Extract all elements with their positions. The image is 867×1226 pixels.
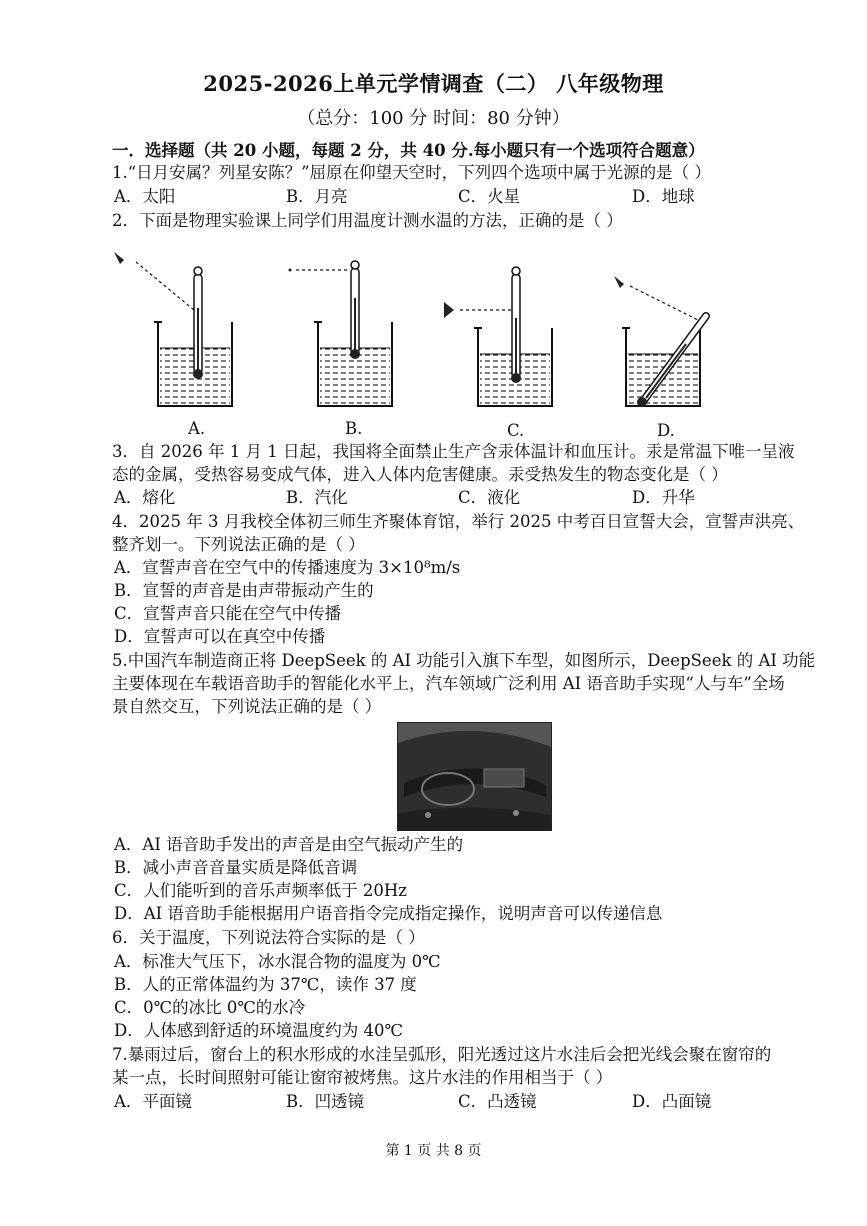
question-1-option-a: A．太阳: [114, 187, 176, 206]
question-7-option-b: B．凹透镜: [286, 1092, 365, 1111]
question-5-line-3: 景自然交互，下列说法正确的是（ ）: [112, 697, 382, 716]
question-7-option-c: C．凸透镜: [458, 1092, 537, 1111]
question-6-option-a: A．标准大气压下，冰水混合物的温度为 0℃: [114, 952, 441, 971]
question-3-line-2: 态的金属，受热容易变成气体，进入人体内危害健康。汞受热发生的物态变化是（ ）: [112, 465, 728, 484]
question-1-option-b: B．月亮: [286, 187, 348, 206]
question-3-option-d: D．升华: [632, 488, 695, 507]
eye-icon: [444, 302, 454, 318]
beaker-a: [114, 252, 232, 406]
question-4-line-1: 4．2025 年 3 月我校全体初三师生齐聚体育馆，举行 2025 中考百日宣誓大会，宣誓声洪亮、: [112, 512, 805, 531]
question-6-option-b: B．人的正常体温约为 37℃，读作 37 度: [114, 975, 417, 994]
question-5-option-a: A．AI 语音助手发出的声音是由空气振动产生的: [114, 835, 464, 854]
question-7-line-2: 某一点，长时间照射可能让窗帘被烤焦。这片水洼的作用相当于（ ）: [112, 1068, 613, 1087]
question-2-figure-label-a: A.: [188, 419, 206, 438]
question-6-stem: 6．关于温度，下列说法符合实际的是（ ）: [112, 928, 425, 947]
question-4-option-b: B．宣誓的声音是由声带振动产生的: [114, 581, 374, 600]
car-dashboard-photo: [397, 722, 552, 831]
section-heading: 一．选择题（共 20 小题，每题 2 分，共 40 分.每小题只有一个选项符合题意）: [112, 141, 705, 160]
beaker-b: [289, 261, 393, 406]
question-6-option-c: C．0℃的冰比 0℃的水冷: [114, 998, 306, 1017]
page-title: 2025-2026上单元学情调查（二） 八年级物理: [203, 71, 664, 96]
page-subtitle: （总分：100 分 时间：80 分钟）: [297, 108, 570, 129]
question-5-option-b: B．减小声音音量实质是降低音调: [114, 858, 358, 877]
question-4-option-c: C．宣誓声音只能在空气中传播: [114, 604, 342, 623]
question-2-figure-label-c: C.: [507, 421, 525, 440]
beaker-c: [444, 267, 552, 406]
question-7-line-1: 7.暴雨过后，窗台上的积水形成的水洼呈弧形，阳光透过这片水洼后会把光线会聚在窗帘的: [112, 1045, 772, 1064]
beaker-d: [614, 276, 706, 407]
question-4-option-a: A．宣誓声音在空气中的传播速度为 3×10⁸m/s: [114, 558, 461, 577]
eye-icon: [614, 276, 624, 288]
question-7-option-d: D．凸面镜: [632, 1092, 712, 1111]
question-1-option-d: D．地球: [632, 187, 695, 206]
question-2-figure-label-d: D.: [657, 421, 675, 440]
question-2-figure-label-b: B.: [345, 419, 363, 438]
question-7-option-a: A．平面镜: [114, 1092, 192, 1111]
question-5-option-c: C．人们能听到的音乐声频率低于 20Hz: [114, 881, 407, 900]
question-6-option-d: D．人体感到舒适的环境温度约为 40℃: [114, 1021, 403, 1040]
question-1-stem: 1.“日月安属？列星安陈？”屈原在仰望天空时，下列四个选项中属于光源的是（ ）: [112, 163, 711, 182]
question-5-line-2: 主要体现在车载语音助手的智能化水平上，汽车领域广泛利用 AI 语音助手实现“人与车”全场: [112, 674, 785, 693]
question-3-option-b: B．汽化: [286, 488, 348, 507]
question-5-line-1: 5.中国汽车制造商正将 DeepSeek 的 AI 功能引入旗下车型，如图所示，DeepSeek 的 AI 功能: [112, 651, 816, 670]
question-1-option-c: C．火星: [458, 187, 521, 206]
question-3-option-a: A．熔化: [114, 488, 176, 507]
question-4-line-2: 整齐划一。下列说法正确的是（ ）: [112, 535, 365, 554]
page-number: 第 1 页 共 8 页: [385, 1143, 482, 1159]
thermometer-figure: [100, 238, 740, 418]
question-3-option-c: C．液化: [458, 488, 521, 507]
eye-icon: [114, 252, 124, 264]
question-3-line-1: 3．自 2026 年 1 月 1 日起，我国将全面禁止生产含汞体温计和血压计。汞是常温下唯一呈液: [112, 442, 795, 461]
question-4-option-d: D．宣誓声可以在真空中传播: [114, 627, 326, 646]
question-5-option-d: D．AI 语音助手能根据用户语音指令完成指定操作，说明声音可以传递信息: [114, 904, 663, 923]
question-2-stem: 2．下面是物理实验课上同学们用温度计测水温的方法，正确的是（ ）: [112, 211, 623, 230]
